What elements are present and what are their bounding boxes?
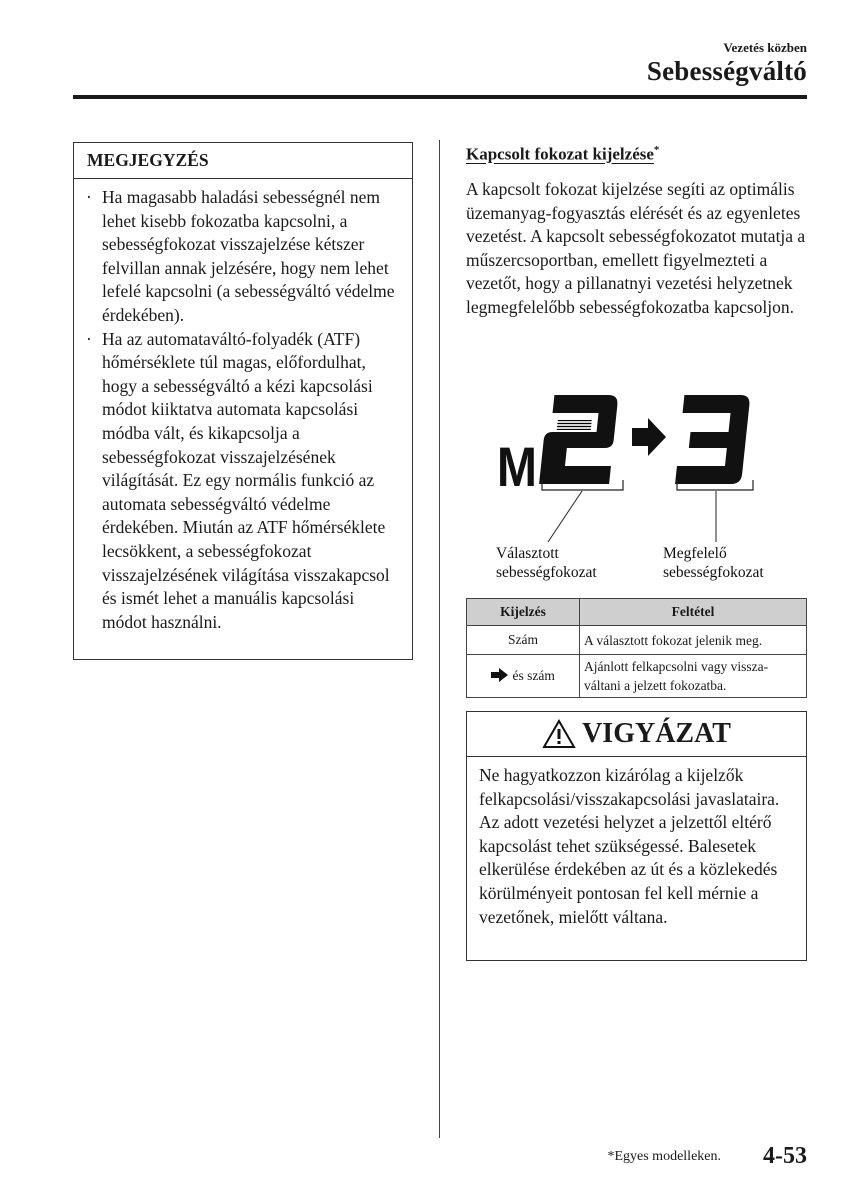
caption-left-line2: sebességfokozat (496, 564, 597, 581)
gear-indicator-figure (490, 380, 790, 590)
bullet: · (86, 187, 92, 207)
warning-text: Ne hagyatkozzon kizárólag a kijelzők felkapcsolási/visszakapcsolási javaslataira. Az adott vezetési helyzet a jelzettől eltérő kapcsolást tehet szükségessé. Balesetek elkerülése érdekében az út és a közlekedés körülményeit pontosan fel kell mérnie a vezetőnek, mielőtt váltana. (479, 765, 780, 927)
caption-right-line2: sebességfokozat (663, 564, 764, 581)
table-cell-condition: A választott fokozat jelenik meg. (580, 626, 807, 655)
warning-header (467, 712, 806, 757)
arrow-right-icon (632, 418, 666, 456)
page-number: 4-53 (763, 1143, 807, 1169)
footnote-mark: * (653, 144, 660, 156)
note-item-text: Ha magasabb haladási sebességnél nem lehet kisebb fokozatba kapcsolni, a sebességfokozat visszajelzése kétszer felvillan annak jelzésére, hogy nem lehet lefelé kapcsolni (a sebességváltó védelme érdekében). (102, 187, 395, 325)
footnote: *Egyes modelleken. (607, 1149, 721, 1164)
mode-letter: M (496, 436, 537, 499)
recommended-gear-digit (675, 395, 750, 484)
header-rule (73, 95, 807, 99)
note-item (86, 328, 402, 635)
body-paragraph: A kapcsolt fokozat kijelzése segíti az optimális üzemanyag-fogyasztás elérését és az egyenletes vezetést. A kapcsolt sebességfokozatot mutatja a műszercsoportban, emellett figyelmezteti a vezetőt, hogy a pillanatnyi vezetési helyzetnek legmegfelelőbb sebességfokozatba kapcsoljon. (466, 179, 806, 317)
note-list (74, 179, 412, 634)
note-box (73, 142, 413, 660)
caption-right-line1: Megfelelő (663, 545, 727, 562)
selected-gear-digit (539, 395, 618, 484)
table-row (467, 626, 807, 655)
warning-box (466, 711, 807, 961)
section-label: Vezetés közben (723, 40, 807, 55)
table-cell-display (467, 655, 580, 698)
section-heading-text: Kapcsolt fokozat kijelzése (466, 144, 654, 164)
column-divider (439, 140, 440, 1138)
table-header-row (467, 599, 807, 626)
page-title: Sebességváltó (646, 56, 807, 86)
column-header: Feltétel (580, 599, 807, 626)
arrow-right-icon (491, 668, 509, 682)
table-cell-condition: Ajánlott felkapcsolni vagy vissza-váltani a jelzett fokozatba. (580, 655, 807, 698)
note-item-text: Ha az automataváltó-folyadék (ATF) hőmérséklete túl magas, előfordulhat, hogy a sebességváltó a kézi kapcsolási módot kiiktatva automata kapcsolási módba vált, és kikapcsolja a sebességfokozat visszajelzésének világítását. Ez egy normális funkció az automata sebességváltó védelme érdekében. Miután az ATF hőmérséklete lecsökkent, a sebességfokozat visszajelzésének világítása visszakapcsol és ismét lehet a manuális kapcsolási módot használni. (102, 328, 390, 632)
bullet: · (86, 328, 92, 349)
display-label: és szám (512, 668, 555, 683)
indicator-table (466, 598, 807, 698)
section-heading (466, 144, 659, 165)
note-item (86, 186, 402, 328)
leader-line-left (548, 491, 582, 542)
column-header: Kijelzés (467, 599, 580, 626)
caption-left-line1: Választott (496, 545, 559, 562)
gear-display-illustration (490, 380, 790, 590)
warning-triangle-icon (542, 719, 576, 749)
table-row (467, 655, 807, 698)
table-cell-display: Szám (467, 626, 580, 655)
note-heading: MEGJEGYZÉS (74, 143, 412, 179)
warning-heading: VIGYÁZAT (582, 718, 731, 749)
